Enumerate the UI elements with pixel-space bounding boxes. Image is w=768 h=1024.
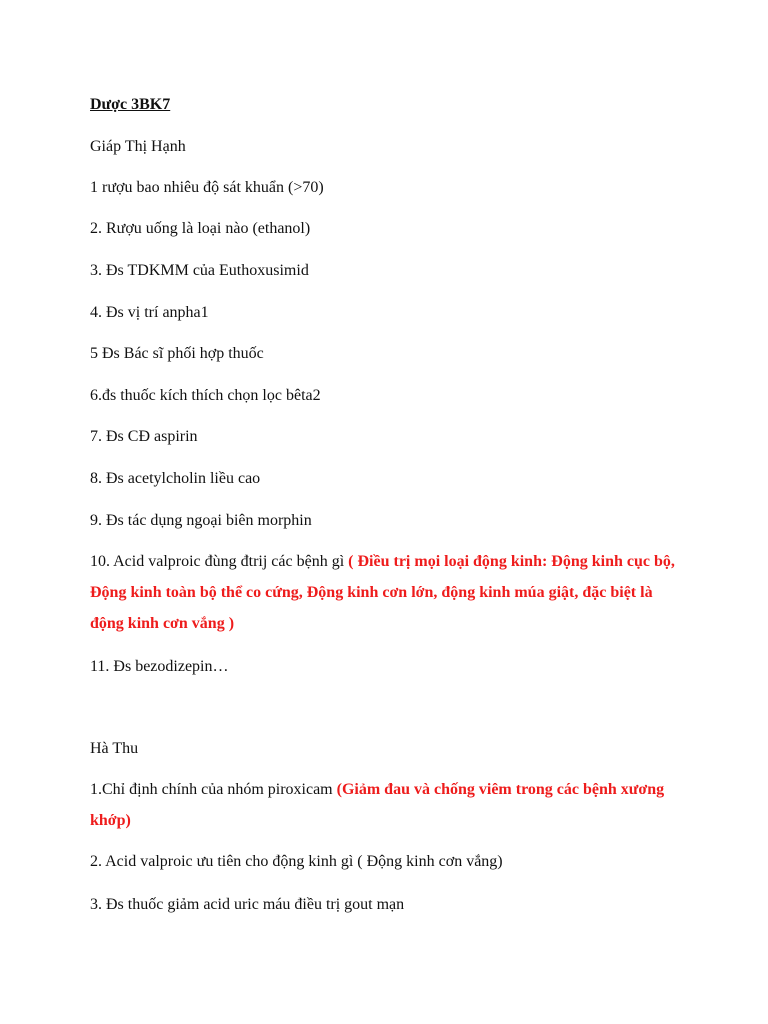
list-item: 8. Đs acetylcholin liều cao [90,470,261,487]
section2-author: Hà Thu [90,740,139,757]
section1-author: Giáp Thị Hạnh [90,138,186,155]
class-title: Dược 3BK7 [90,96,171,113]
list-item: 2. Rượu uống là loại nào (ethanol) [90,220,311,237]
list-item: 3. Đs thuốc giảm acid uric máu điều trị gout mạn [90,896,405,913]
list-item: 5 Đs Bác sĩ phối hợp thuốc [90,345,264,362]
item10-question: 10. Acid valproic đùng đtrij các bệnh gì [90,553,349,570]
list-item: 7. Đs CĐ aspirin [90,428,198,445]
list-item: 11. Đs bezodizepin… [90,658,229,675]
list-item: 3. Đs TDKMM của Euthoxusimid [90,262,309,279]
section2-item-1 [90,774,690,836]
item1-answer: (Giảm đau và chống viêm trong các bệnh xương khớp) [90,781,665,829]
item10-answer: ( Điều trị mọi loại động kinh: Động kinh cục bộ, Động kinh toàn bộ thể co cứng, Động kinh cơn lớn, động kinh múa giật, đặc biệt là động kinh cơn vắng ) [90,553,675,632]
list-item: 2. Acid valproic ưu tiên cho động kinh gì ( Động kinh cơn vắng) [90,853,503,870]
item1-question: 1.Chỉ định chính của nhóm piroxicam [90,781,337,798]
list-item: 1 rượu bao nhiêu độ sát khuẩn (>70) [90,179,324,196]
list-item-10 [90,546,690,639]
list-item: 4. Đs vị trí anpha1 [90,304,209,321]
list-item: 9. Đs tác dụng ngoại biên morphin [90,512,312,529]
list-item: 6.đs thuốc kích thích chọn lọc bêta2 [90,387,321,404]
